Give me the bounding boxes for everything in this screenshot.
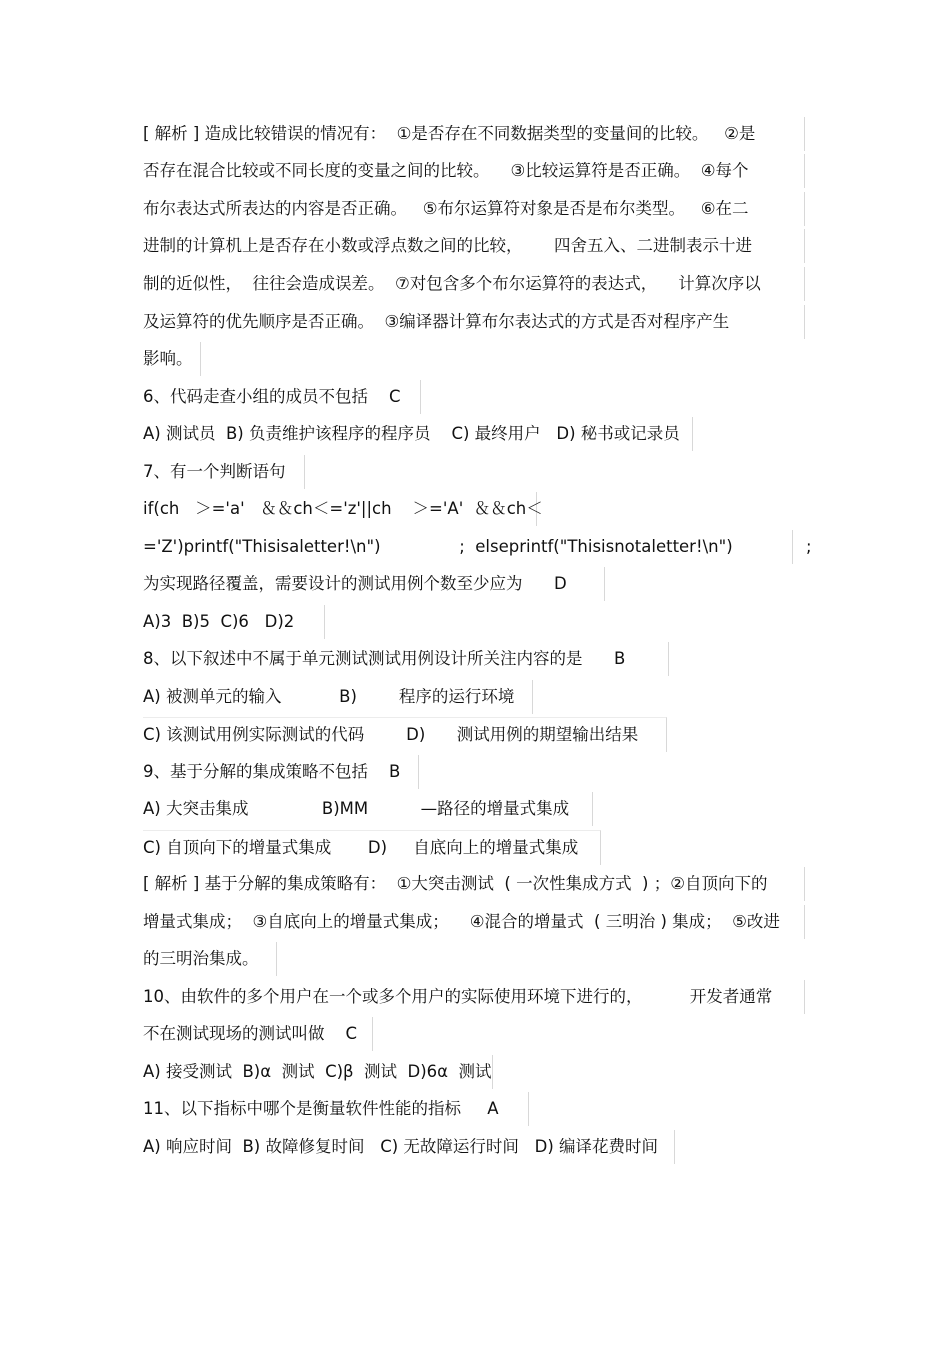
question-11-options: A) 响应时间 B) 故障修复时间 C) 无故障运行时间 D) 编译花费时间 bbox=[143, 1130, 675, 1164]
analysis-9-line-1: [ 解析 ] 基于分解的集成策略有： ①大突击测试 ( 一次性集成方式 ) ；②自顶向下的 bbox=[143, 867, 805, 901]
question-6: 6、代码走查小组的成员不包括 C bbox=[143, 380, 421, 414]
analysis-9-line-3: 的三明治集成。 bbox=[143, 942, 277, 976]
question-10-options: A) 接受测试 B)α 测试 C)β 测试 D)6α 测试 bbox=[143, 1055, 493, 1089]
text-line-5: 制的近似性， 往往会造成误差。 ⑦对包含多个布尔运算符的表达式， 计算次序以 bbox=[143, 267, 805, 301]
question-8-options-2: C) 该测试用例实际测试的代码 D) 测试用例的期望输出结果 bbox=[143, 717, 667, 752]
text-line-6: 及运算符的优先顺序是否正确。 ③编译器计算布尔表达式的方式是否对程序产生 bbox=[143, 305, 805, 339]
question-11: 11、以下指标中哪个是衡量软件性能的指标 A bbox=[143, 1092, 529, 1126]
text-line-4: 进制的计算机上是否存在小数或浮点数之间的比较， 四舍五入、二进制表示十进 bbox=[143, 229, 805, 263]
text-line-2: 否存在混合比较或不同长度的变量之间的比较。 ③比较运算符是否正确。 ④每个 bbox=[143, 154, 805, 188]
question-9-options-2: C) 自顶向下的增量式集成 D) 自底向上的增量式集成 bbox=[143, 830, 601, 865]
question-7-prompt: 为实现路径覆盖，需要设计的测试用例个数至少应为 D bbox=[143, 567, 605, 601]
question-7: 7、有一个判断语句 bbox=[143, 455, 305, 489]
question-9: 9、基于分解的集成策略不包括 B bbox=[143, 755, 419, 789]
question-6-options: A) 测试员 B) 负责维护该程序的程序员 C) 最终用户 D) 秘书或记录员 bbox=[143, 417, 693, 451]
text-line-1: [ 解析 ] 造成比较错误的情况有： ①是否存在不同数据类型的变量间的比较。 ②是 bbox=[143, 117, 805, 151]
question-9-options-1: A) 大突击集成 B)MM —路径的增量式集成 bbox=[143, 792, 593, 826]
question-10-line-1: 10、由软件的多个用户在一个或多个用户的实际使用环境下进行的， 开发者通常 bbox=[143, 980, 805, 1014]
question-10-line-2: 不在测试现场的测试叫做 C bbox=[143, 1017, 373, 1051]
text-line-3: 布尔表达式所表达的内容是否正确。 ⑤布尔运算符对象是否是布尔类型。 ⑥在二 bbox=[143, 192, 805, 226]
question-8: 8、以下叙述中不属于单元测试测试用例设计所关注内容的是 B bbox=[143, 642, 669, 676]
question-8-options-1: A) 被测单元的输入 B) 程序的运行环境 bbox=[143, 680, 533, 714]
question-7-options: A)3 B)5 C)6 D)2 bbox=[143, 605, 325, 639]
analysis-9-line-2: 增量式集成； ③自底向上的增量式集成； ④混合的增量式 ( 三明治 ) 集成； ⑤改进 bbox=[143, 905, 805, 939]
text-line-7: 影响。 bbox=[143, 342, 201, 376]
question-7-code-2: ='Z')printf("Thisisaletter!\n") ; elseprintf("Thisisnotaletter!\n") ; bbox=[143, 530, 793, 564]
question-7-code-1: if(ch ＞='a' ＆＆ch＜='z'||ch ＞='A' ＆＆ch＜ bbox=[143, 492, 537, 526]
